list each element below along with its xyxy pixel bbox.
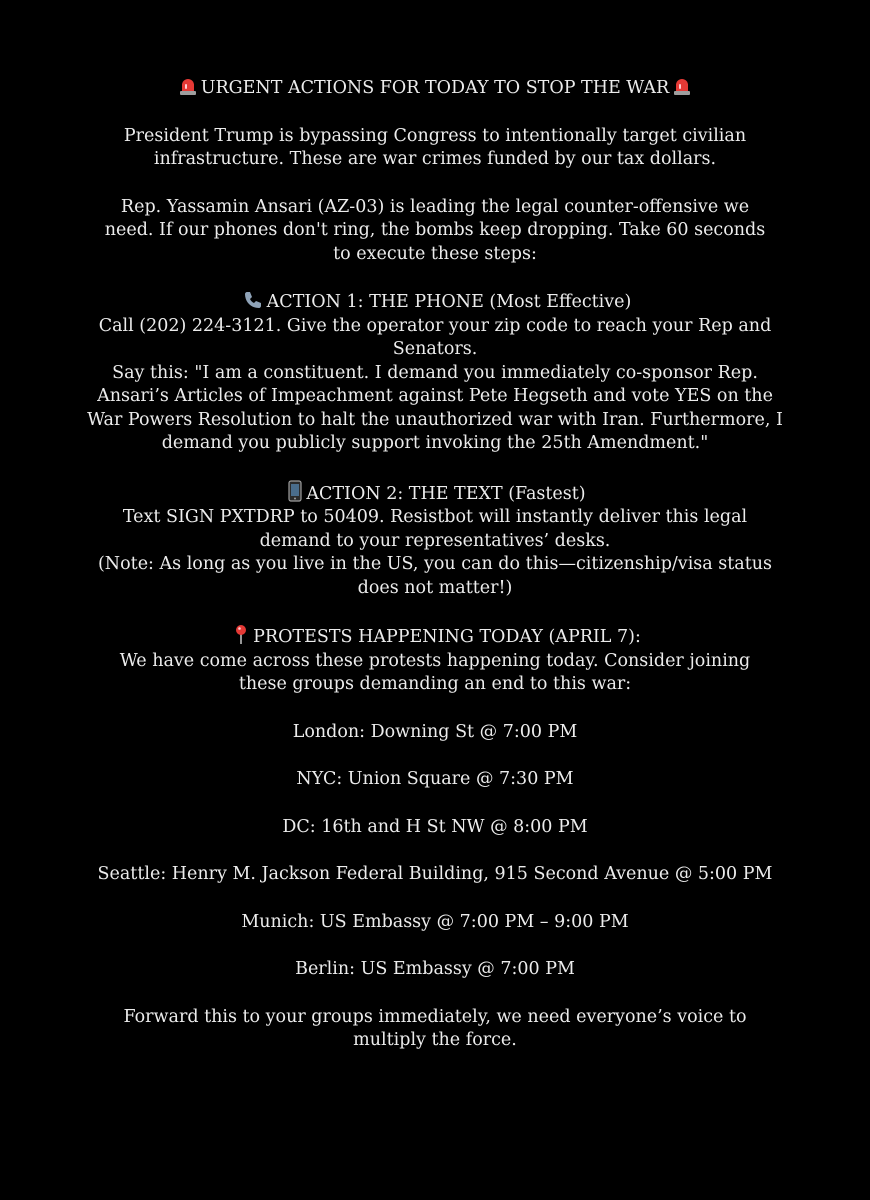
action-1-heading-row — [85, 290, 785, 315]
action-1-heading: ACTION 1: THE PHONE (Most Effective) — [266, 292, 632, 312]
action-1-script: Say this: "I am a constituent. I demand you immediately co-sponsor Rep. Ansari’s Articles of Impeachment against Pete Hegseth and vote YES on the War Powers Resolution to halt the unauthorized war with Iran. Furthermore, I demand you publicly support invoking the 25th Amendment." — [87, 362, 783, 453]
protests-heading: PROTESTS HAPPENING TODAY (APRIL 7): — [253, 627, 641, 647]
lead-paragraph: Rep. Yassamin Ansari (AZ-03) is leading the legal counter-offensive we need. If our phones don't ring, the bombs keep dropping. Take 60 seconds to execute these steps: — [104, 196, 766, 264]
action-1-body: Call (202) 224-3121. Give the operator your zip code to reach your Rep and Senators. — [98, 315, 772, 359]
protest-location: Berlin: US Embassy @ 7:00 PM — [295, 959, 575, 979]
action-2-note: (Note: As long as you live in the US, you can do this—citizenship/visa status does not matter!) — [97, 554, 772, 598]
siren-icon — [673, 76, 691, 96]
page-title: URGENT ACTIONS FOR TODAY TO STOP THE WAR — [200, 78, 670, 98]
action-2-body: Text SIGN PXTDRP to 50409. Resistbot will instantly deliver this legal demand to your representatives’ desks. — [122, 507, 748, 551]
protests-section — [105, 624, 765, 697]
intro-paragraph: President Trump is bypassing Congress to intentionally target civilian infrastructure. These are war crimes funded by our tax dollars. — [123, 125, 747, 169]
action-2-heading: ACTION 2: THE TEXT (Fastest) — [306, 483, 586, 504]
protests-body: We have come across these protests happening today. Consider joining these groups demanding an end to this war: — [119, 650, 751, 694]
protest-location: Seattle: Henry M. Jackson Federal Building, 915 Second Avenue @ 5:00 PM — [97, 864, 773, 884]
protest-location: Munich: US Embassy @ 7:00 PM – 9:00 PM — [241, 911, 629, 932]
protest-location: DC: 16th and H St NW @ 8:00 PM — [282, 816, 588, 837]
protests-heading-row — [105, 624, 765, 650]
protest-location: London: Downing St @ 7:00 PM — [292, 721, 578, 742]
action-2-section — [90, 480, 780, 601]
action-2-heading-row — [90, 480, 780, 507]
protest-location: NYC: Union Square @ 7:30 PM — [296, 769, 574, 789]
phone-icon — [243, 290, 263, 310]
action-1-section — [85, 290, 785, 456]
mobile-phone-icon — [288, 480, 302, 502]
title-row — [0, 76, 870, 101]
siren-icon — [179, 76, 197, 96]
pin-icon — [233, 624, 249, 645]
footer-paragraph: Forward this to your groups immediately, we need everyone’s voice to multiply the force. — [123, 1006, 747, 1050]
